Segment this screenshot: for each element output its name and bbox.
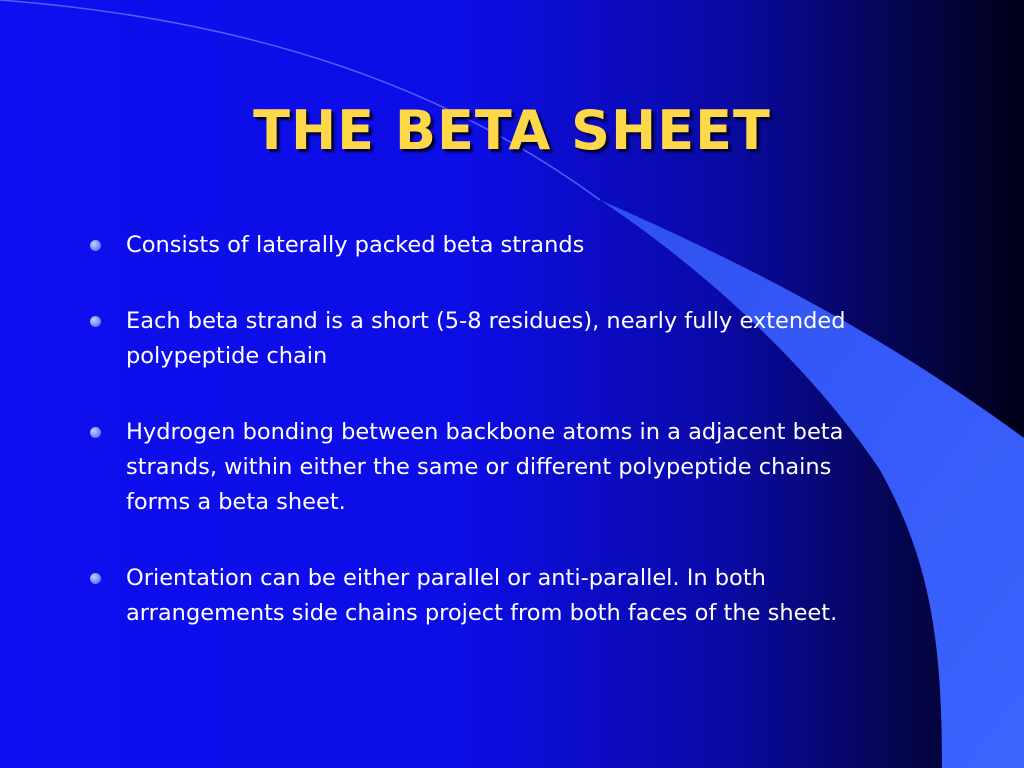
bullet-text: Hydrogen bonding between backbone atoms in a adjacent beta strands, within either the same or different polypeptide chains forms a beta sheet.: [126, 419, 844, 515]
bullet-list: [90, 228, 890, 672]
bullet-text: Orientation can be either parallel or anti-parallel. In both arrangements side chains project from both faces of the sheet.: [126, 565, 838, 626]
bullet-text: Consists of laterally packed beta strands: [126, 232, 585, 258]
bullet-item: [90, 304, 890, 374]
bullet-dot-icon: [90, 316, 101, 327]
bullet-dot-icon: [90, 573, 101, 584]
bullet-dot-icon: [90, 427, 101, 438]
bullet-item: [90, 415, 890, 520]
bullet-dot-icon: [90, 240, 101, 251]
bullet-text: Each beta strand is a short (5-8 residues), nearly fully extended polypeptide chain: [126, 308, 846, 369]
bullet-item: [90, 561, 890, 631]
bullet-item: [90, 228, 890, 263]
slide-title: THE BETA SHEET: [253, 99, 771, 162]
